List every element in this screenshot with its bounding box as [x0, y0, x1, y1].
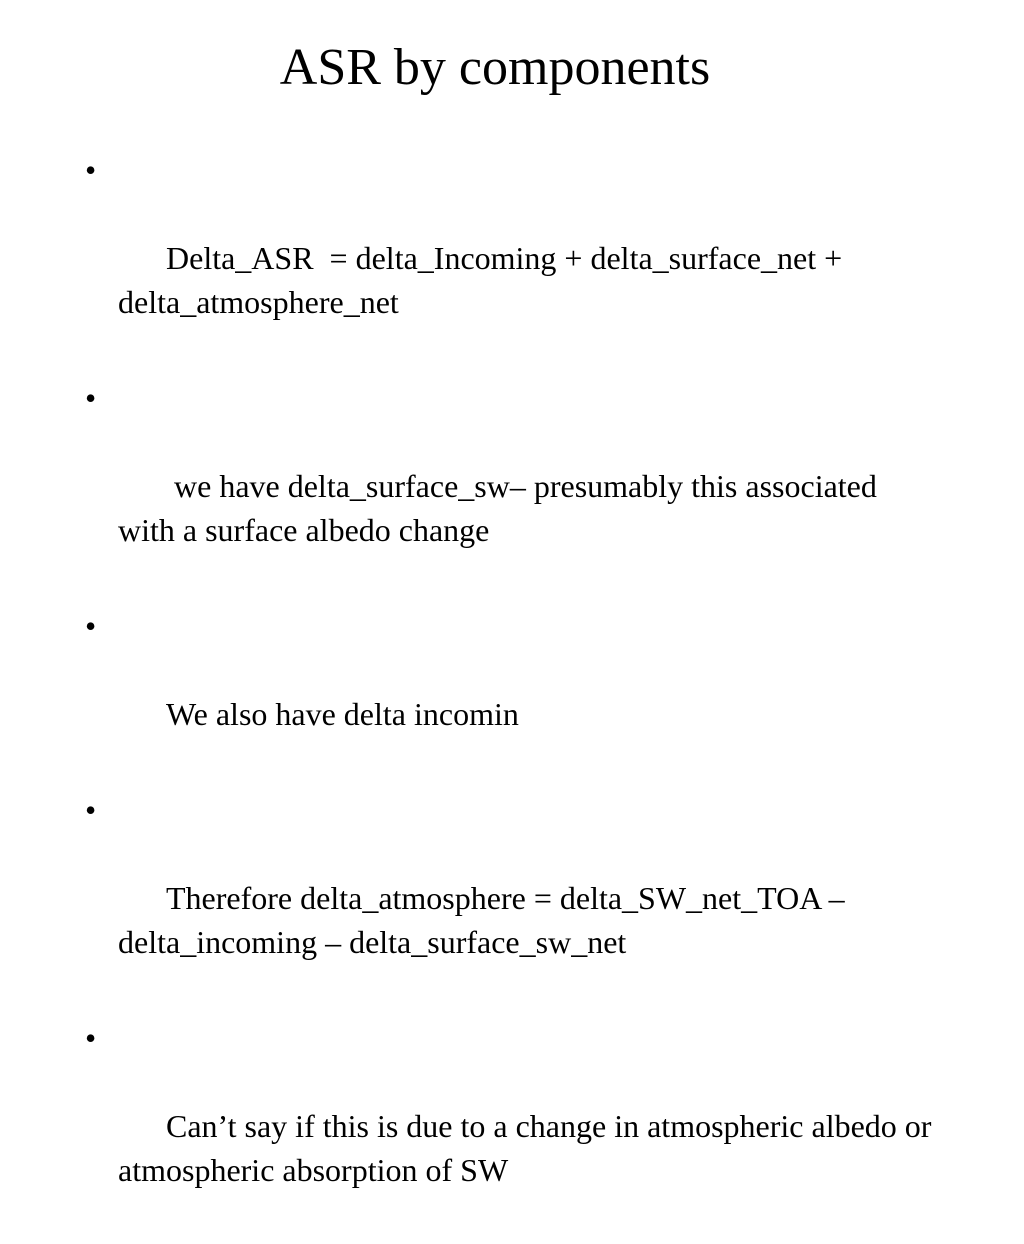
bullet-dot-icon: •: [85, 608, 97, 644]
bullet-text: Therefore delta_atmosphere = delta_SW_net_TOA – delta_incoming – delta_surface_sw_net: [118, 880, 853, 960]
bullet-item: [76, 376, 936, 596]
bullet-dot-icon: •: [85, 380, 97, 416]
bullet-item: [76, 1016, 940, 1236]
bullet-item: [76, 604, 936, 780]
bullet-item: [76, 148, 936, 368]
bullet-text: We also have delta incomin: [166, 696, 519, 732]
bullet-text: Can’t say if this is due to a change in atmospheric albedo or atmospheric absorption of SW: [118, 1108, 940, 1188]
bullet-dot-icon: •: [85, 1020, 97, 1056]
bullet-item: [76, 788, 936, 1008]
bullet-text: Delta_ASR = delta_Incoming + delta_surface_net + delta_atmosphere_net: [118, 240, 851, 320]
bullet-text: we have delta_surface_sw– presumably this associated with a surface albedo change: [118, 468, 885, 548]
bullet-dot-icon: •: [85, 792, 97, 828]
slide-title: ASR by components: [279, 39, 711, 96]
bullet-list: [76, 148, 940, 1244]
bullet-dot-icon: •: [85, 152, 97, 188]
